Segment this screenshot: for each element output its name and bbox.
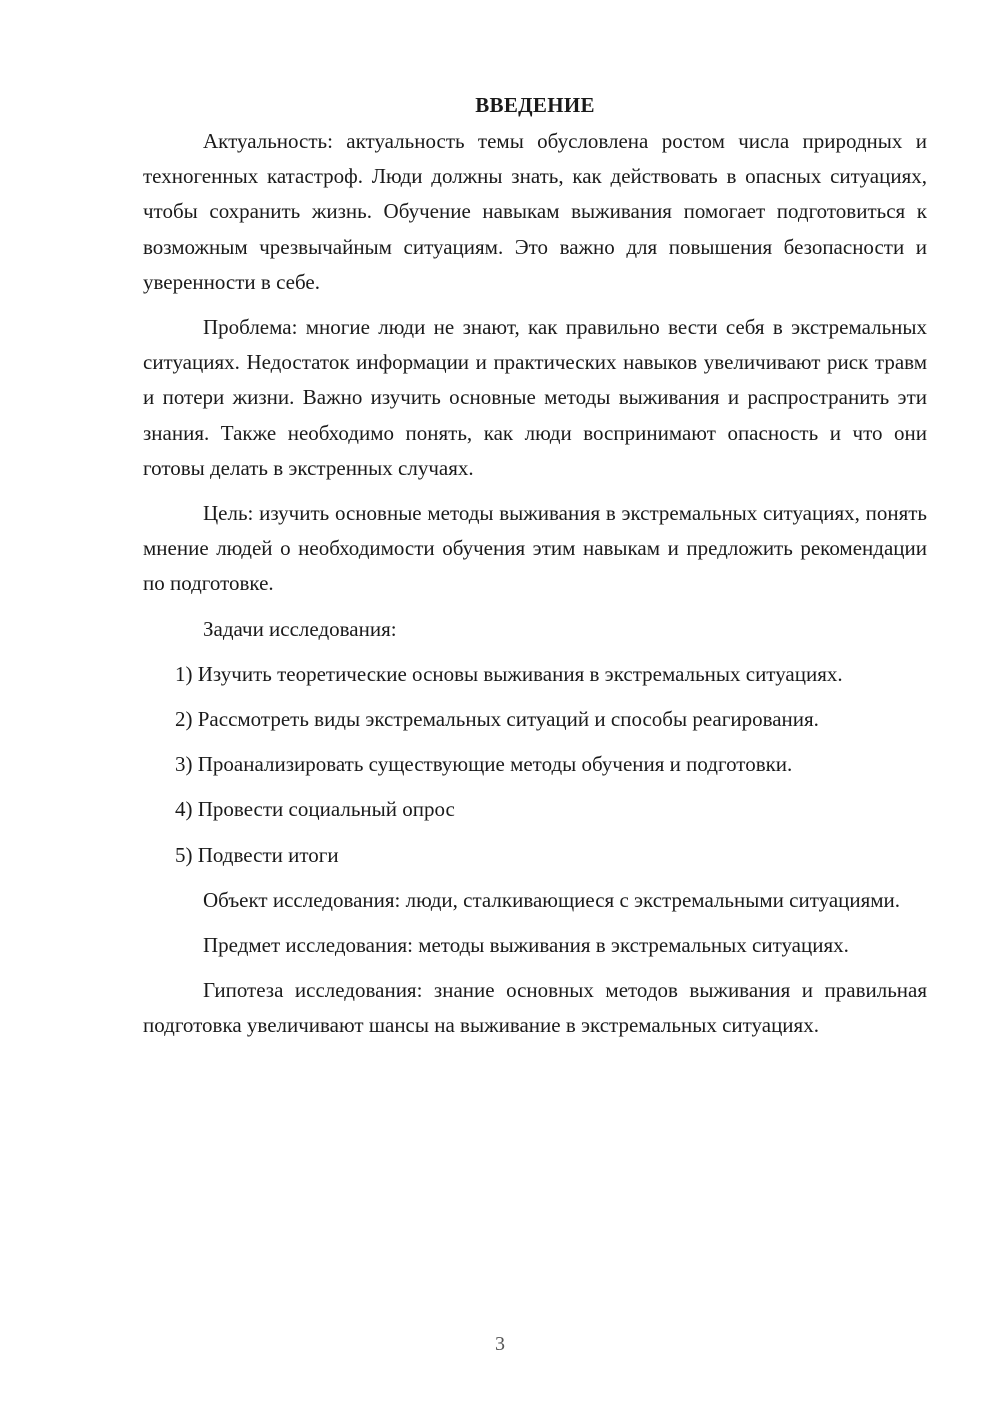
page-content <box>143 88 927 1054</box>
list-item: 3) Проанализировать существующие методы обучения и подготовки. <box>175 752 793 777</box>
list-item: 4) Провести социальный опрос <box>175 797 455 822</box>
page-number: 3 <box>495 1333 505 1355</box>
paragraph-goal: Цель: изучить основные методы выживания в экстремальных ситуациях, понять мнение людей о необходимости обучения этим навыкам и предложить рекомендации по подготовке. <box>143 501 927 596</box>
page-title: ВВЕДЕНИЕ <box>475 93 595 117</box>
paragraph-hypothesis: Гипотеза исследования: знание основных методов выживания и правильная подготовка увеличивают шансы на выживание в экстремальных ситуациях. <box>143 978 927 1038</box>
list-item: 1) Изучить теоретические основы выживания в экстремальных ситуациях. <box>175 661 843 686</box>
paragraph-subject: Предмет исследования: методы выживания в экстремальных ситуациях. <box>203 933 849 958</box>
list-item: 2) Рассмотреть виды экстремальных ситуаций и способы реагирования. <box>175 707 819 732</box>
tasks-list <box>143 657 927 873</box>
paragraph-relevance: Актуальность: актуальность темы обусловлена ростом числа природных и техногенных катастроф. Люди должны знать, как действовать в опасных ситуациях, чтобы сохранить жизнь. Обучение навыкам выживания помогает подготовиться к возможным чрезвычайным ситуациям. Это важно для повышения безопасности и уверенности в себе. <box>143 129 927 294</box>
tasks-heading: Задачи исследования: <box>203 616 397 641</box>
list-item: 5) Подвести итоги <box>175 842 339 867</box>
paragraph-problem: Проблема: многие люди не знают, как правильно вести себя в экстремальных ситуациях. Недостаток информации и практических навыков увеличивают риск травм и потери жизни. Важно изучить основные методы выживания и распространить эти знания. Также необходимо понять, как люди воспринимают опасность и что они готовы делать в экстренных случаях. <box>143 315 927 480</box>
paragraph-object: Объект исследования: люди, сталкивающиеся с экстремальными ситуациями. <box>203 887 901 912</box>
